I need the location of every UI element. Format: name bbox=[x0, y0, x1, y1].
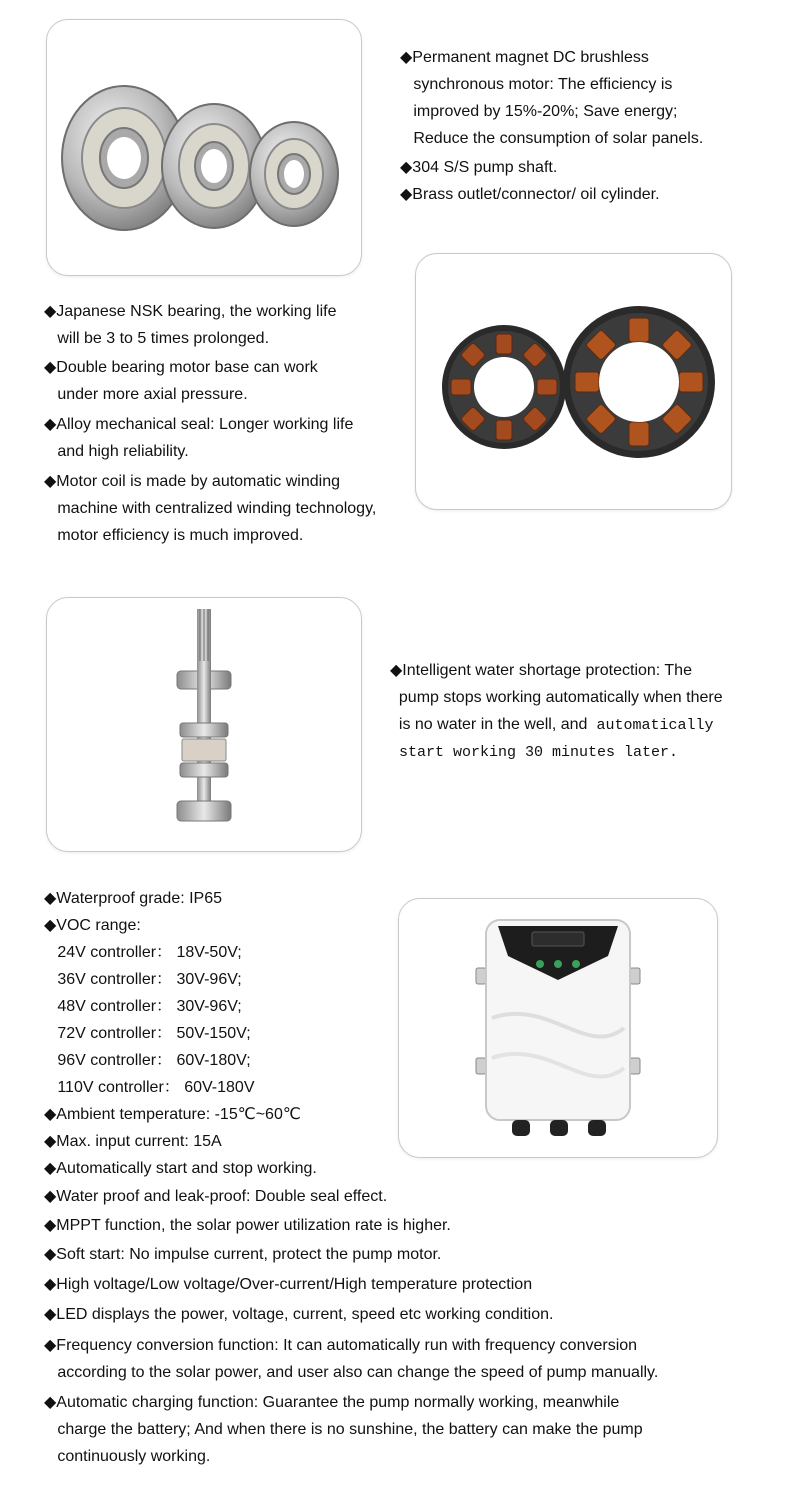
ball-bearings-icon bbox=[54, 48, 354, 248]
feature-line: machine with centralized winding technology, bbox=[44, 500, 377, 517]
feature-line: and high reliability. bbox=[44, 443, 189, 460]
feature-line: ◆Intelligent water shortage protection: The bbox=[390, 662, 692, 679]
bearings-image-card bbox=[46, 19, 362, 276]
feature-line-mono: automatically bbox=[587, 717, 714, 734]
feature-line: is no water in the well, and bbox=[390, 716, 588, 733]
feature-line: ◆Alloy mechanical seal: Longer working life bbox=[44, 416, 354, 433]
feature-line: ◆Motor coil is made by automatic winding bbox=[44, 473, 340, 490]
feature-line: charge the battery; And when there is no sunshine, the battery can make the pump bbox=[44, 1421, 643, 1438]
feature-line: ◆Automatic charging function: Guarantee the pump normally working, meanwhile bbox=[44, 1394, 620, 1411]
feature-line: pump stops working automatically when there bbox=[390, 689, 723, 706]
feature-line: ◆Water proof and leak-proof: Double seal effect. bbox=[44, 1188, 388, 1205]
feature-line: motor efficiency is much improved. bbox=[44, 527, 304, 544]
voc-range-line: 110V controller： 60V-180V bbox=[44, 1079, 255, 1096]
feature-line: ◆Frequency conversion function: It can automatically run with frequency conversion bbox=[44, 1337, 638, 1354]
voc-range-line: 48V controller： 30V-96V; bbox=[44, 998, 242, 1015]
feature-line: ◆High voltage/Low voltage/Over-current/High temperature protection bbox=[44, 1276, 533, 1293]
feature-line: ◆Waterproof grade: IP65 bbox=[44, 890, 223, 907]
section3-features bbox=[390, 657, 723, 766]
feature-line: ◆Permanent magnet DC brushless bbox=[400, 49, 649, 66]
feature-line: ◆Automatically start and stop working. bbox=[44, 1160, 317, 1177]
voc-range-line: 24V controller： 18V-50V; bbox=[44, 944, 242, 961]
feature-line: according to the solar power, and user also can change the speed of pump manually. bbox=[44, 1364, 659, 1381]
feature-line-mono: start working 30 minutes later. bbox=[390, 744, 679, 761]
stator-coils-image-card bbox=[415, 253, 732, 510]
feature-line: synchronous motor: The efficiency is bbox=[400, 76, 673, 93]
feature-line: ◆304 S/S pump shaft. bbox=[400, 159, 558, 176]
feature-line: Reduce the consumption of solar panels. bbox=[400, 130, 704, 147]
pump-shaft-image-card bbox=[46, 597, 362, 852]
feature-line: ◆Japanese NSK bearing, the working life bbox=[44, 303, 337, 320]
section2-features bbox=[44, 298, 376, 549]
pump-shaft-icon bbox=[144, 605, 264, 845]
feature-line: ◆Brass outlet/connector/ oil cylinder. bbox=[400, 186, 660, 203]
feature-line: ◆MPPT function, the solar power utilization rate is higher. bbox=[44, 1217, 451, 1234]
section4-features bbox=[44, 885, 658, 1470]
feature-line: ◆Ambient temperature: -15℃~60℃ bbox=[44, 1106, 301, 1123]
voc-range-line: 72V controller： 50V-150V; bbox=[44, 1025, 251, 1042]
feature-line: ◆Double bearing motor base can work bbox=[44, 359, 318, 376]
feature-line: ◆Max. input current: 15A bbox=[44, 1133, 222, 1150]
section1-features bbox=[400, 44, 703, 208]
motor-stator-coils-icon bbox=[424, 282, 724, 482]
feature-line: under more axial pressure. bbox=[44, 386, 248, 403]
feature-line: improved by 15%-20%; Save energy; bbox=[400, 103, 678, 120]
voc-range-line: 96V controller： 60V-180V; bbox=[44, 1052, 251, 1069]
feature-line: ◆VOC range: bbox=[44, 917, 141, 934]
feature-line: continuously working. bbox=[44, 1448, 211, 1465]
feature-line: ◆LED displays the power, voltage, current, speed etc working condition. bbox=[44, 1306, 554, 1323]
voc-range-line: 36V controller： 30V-96V; bbox=[44, 971, 242, 988]
feature-line: will be 3 to 5 times prolonged. bbox=[44, 330, 270, 347]
feature-line: ◆Soft start: No impulse current, protect the pump motor. bbox=[44, 1246, 442, 1263]
